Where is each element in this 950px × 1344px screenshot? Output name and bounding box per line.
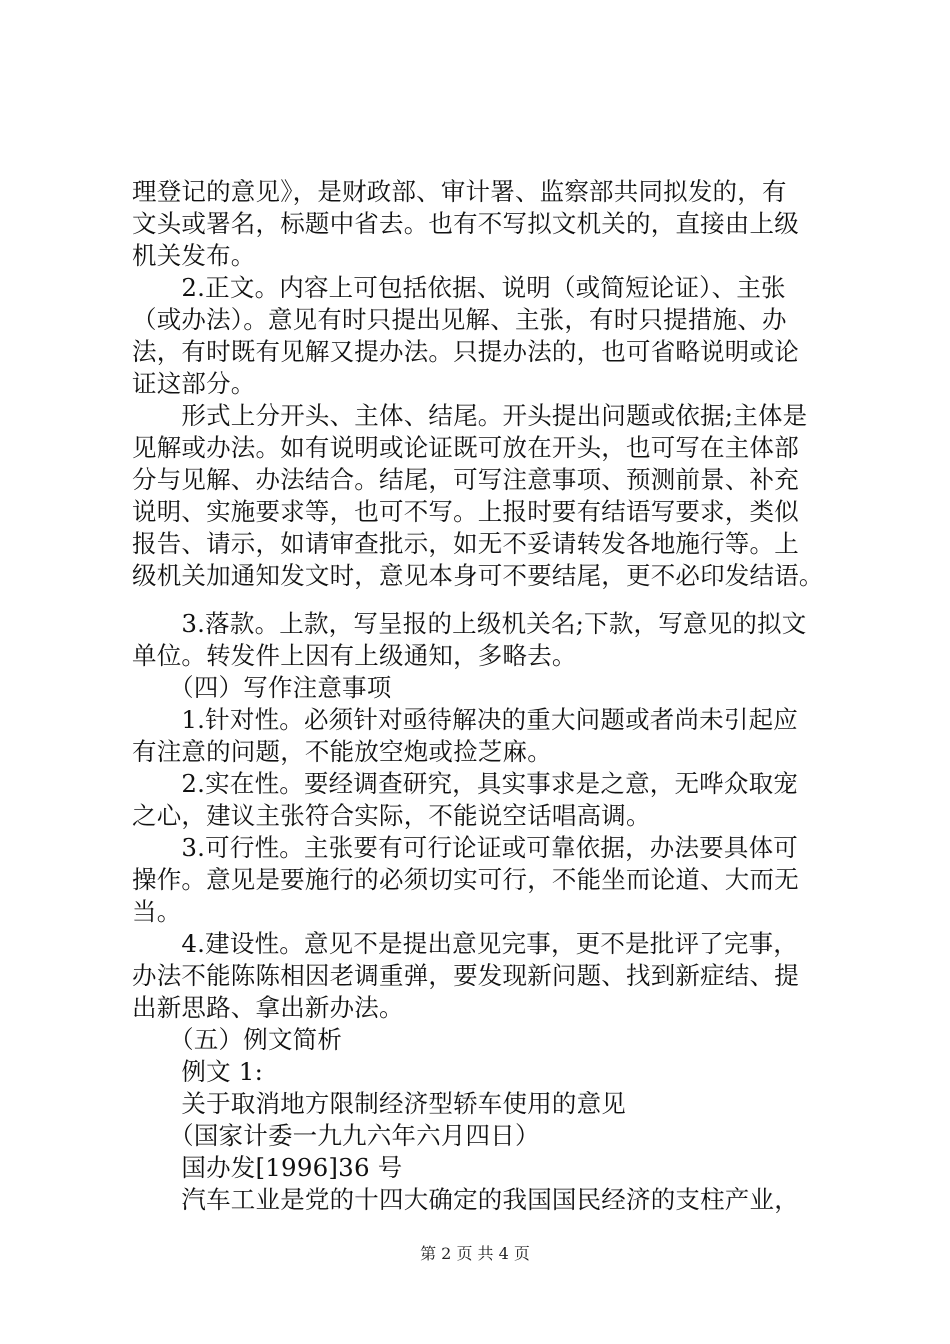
text-line: 2.实在性。要经调查研究，具实事求是之意，无哗众取宠 (132, 769, 798, 798)
text-line: （五）例文简析 (132, 1025, 343, 1054)
text-line: 形式上分开头、主体、结尾。开头提出问题或依据;主体是 (132, 401, 808, 430)
text-line: 2.正文。内容上可包括依据、说明（或简短论证）、主张 (132, 273, 786, 302)
text-line: 见解或办法。如有说明或论证既可放在开头，也可写在主体部 (132, 433, 799, 462)
text-line: （四）写作注意事项 (132, 673, 392, 702)
text-line: 办法不能陈陈相因老调重弹，要发现新问题、找到新症结、提 (132, 961, 799, 990)
text-line: 之心，建议主张符合实际，不能说空话唱高调。 (132, 801, 651, 830)
text-line: 例文 1: (132, 1057, 264, 1086)
text-line: 单位。转发件上因有上级通知，多略去。 (132, 641, 577, 670)
text-line: （国家计委一九九六年六月四日） (132, 1121, 540, 1150)
text-line: 3.可行性。主张要有可行论证或可靠依据，办法要具体可 (132, 833, 798, 862)
text-line: 文头或署名，标题中省去。也有不写拟文机关的，直接由上级 (132, 209, 799, 238)
text-line: 报告、请示，如请审查批示，如无不妥请转发各地施行等。上 (132, 529, 799, 558)
text-line: 分与见解、办法结合。结尾，可写注意事项、预测前景、补充 (132, 465, 799, 494)
text-line: 汽车工业是党的十四大确定的我国国民经济的支柱产业， (132, 1185, 799, 1214)
text-line: 出新思路、拿出新办法。 (132, 993, 404, 1022)
text-line: 3.落款。上款，写呈报的上级机关名;下款，写意见的拟文 (132, 609, 807, 638)
text-line: 法，有时既有见解又提办法。只提办法的，也可省略说明或论 (132, 337, 799, 366)
text-line: 说明、实施要求等，也可不写。上报时要有结语写要求，类似 (132, 497, 799, 526)
text-line: 机关发布。 (132, 241, 256, 270)
text-line: 理登记的意见》，是财政部、审计署、监察部共同拟发的，有 (132, 177, 787, 206)
text-line: （或办法）。意见有时只提出见解、主张，有时只提措施、办 (132, 305, 787, 334)
text-line: 国办发[1996]36 号 (132, 1153, 403, 1182)
text-line: 当。 (132, 897, 182, 926)
page-footer: 第 2 页 共 4 页 (420, 1244, 530, 1263)
text-line: 关于取消地方限制经济型轿车使用的意见 (132, 1089, 626, 1118)
text-line: 1.针对性。必须针对亟待解决的重大问题或者尚未引起应 (132, 705, 798, 734)
text-line: 有注意的问题，不能放空炮或捡芝麻。 (132, 737, 552, 766)
text-line: 级机关加通知发文时，意见本身可不要结尾，更不必印发结语。 (132, 561, 824, 590)
text-line: 证这部分。 (132, 369, 256, 398)
text-line: 操作。意见是要施行的必须切实可行，不能坐而论道、大而无 (132, 865, 799, 894)
text-line: 4.建设性。意见不是提出意见完事，更不是批评了完事， (132, 929, 798, 958)
